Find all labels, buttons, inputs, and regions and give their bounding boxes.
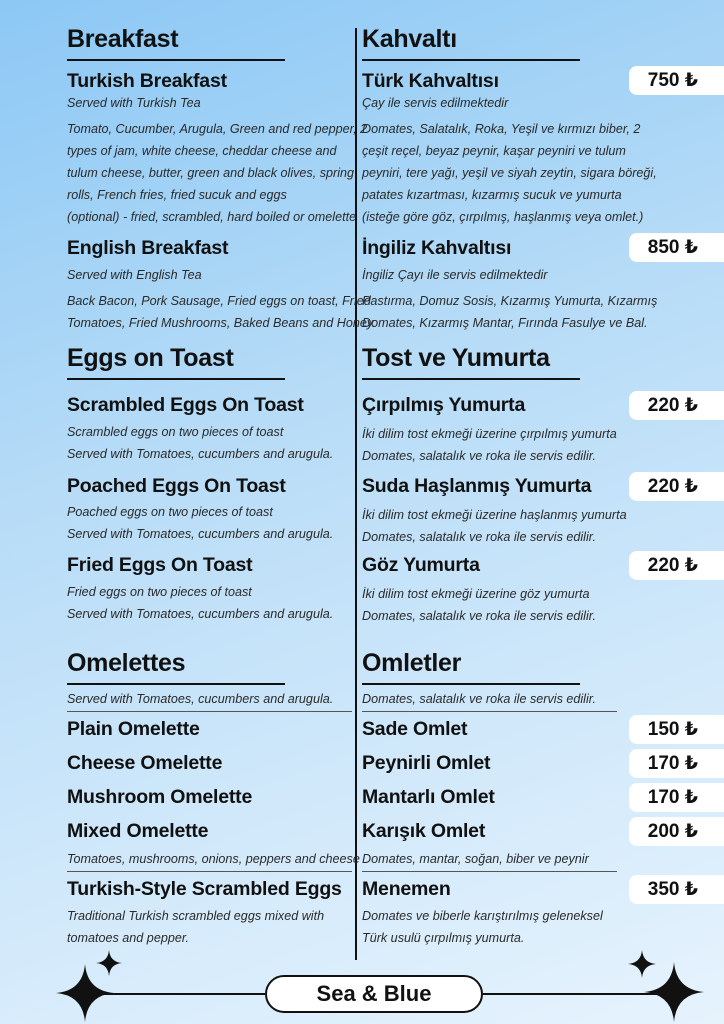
divider [67,711,352,712]
menu-item-description: Traditional Turkish scrambled eggs mixed with tomatoes and pepper. [67,909,325,945]
menu-item-name: Mixed Omelette [67,820,209,842]
section-heading-omelettes: Omelettes [67,649,186,677]
section-heading-breakfast: Breakfast [67,25,179,53]
menu-item-description: Poached eggs on two pieces of toast Served with Tomatoes, cucumbers and arugula. [67,505,334,541]
section-heading-tost-ve-yumurta: Tost ve Yumurta [362,344,550,372]
menu-item-name-tr: Mantarlı Omlet [362,786,495,808]
menu-item-name: Cheese Omelette [67,752,223,774]
menu-item-subtitle: Served with Turkish Tea [67,96,201,110]
price-tag: 220 ₺ [629,551,724,580]
divider [67,871,352,872]
menu-item-name: Fried Eggs On Toast [67,554,253,576]
menu-item-subtitle-tr: İngiliz Çayı ile servis edilmektedir [362,268,548,282]
heading-underline [67,683,285,685]
heading-underline [362,378,580,380]
menu-item-description-tr: İki dilim tost ekmeği üzerine haşlanmış yumurta Domates, salatalık ve roka ile servis edilir. [362,508,627,544]
menu-item-name-tr: Peynirli Omlet [362,752,491,774]
price-tag: 850 ₺ [629,233,724,262]
menu-item-name: Scrambled Eggs On Toast [67,394,304,416]
section-heading-omletler: Omletler [362,649,462,677]
divider [362,871,617,872]
menu-item-subtitle-tr: Çay ile servis edilmektedir [362,96,509,110]
sparkle-star-icon [628,950,656,978]
sparkle-star-icon [96,950,122,976]
menu-item-description: Back Bacon, Pork Sausage, Fried eggs on toast, Fried Tomatoes, Fried Mushrooms, Baked Beans and Honey. [67,294,376,330]
divider [362,711,617,712]
menu-item-name-tr: Menemen [362,878,451,900]
menu-item-description-tr: İki dilim tost ekmeği üzerine çırpılmış yumurta Domates, salatalık ve roka ile servis edilir. [362,427,617,463]
menu-item-description-tr: Domates ve biberle karıştırılmış geleneksel Türk usulü çırpılmış yumurta. [362,909,603,945]
section-heading-eggs-on-toast: Eggs on Toast [67,344,234,372]
section-note-tr: Domates, salatalık ve roka ile servis edilir. [362,692,596,706]
price-tag: 170 ₺ [629,749,724,778]
heading-underline [67,378,285,380]
price-tag: 220 ₺ [629,472,724,501]
menu-item-name-tr: Göz Yumurta [362,554,480,576]
price-tag: 200 ₺ [629,817,724,846]
price-tag: 750 ₺ [629,66,724,95]
brand-badge: Sea & Blue [265,975,483,1013]
heading-underline [67,59,285,61]
menu-item-description-tr: İki dilim tost ekmeği üzerine göz yumurta Domates, salatalık ve roka ile servis edilir. [362,587,596,623]
menu-item-description: Scrambled eggs on two pieces of toast Served with Tomatoes, cucumbers and arugula. [67,425,334,461]
menu-item-description-tr: Pastırma, Domuz Sosis, Kızarmış Yumurta, Kızarmış Domates, Kızarmış Mantar, Fırında Fasulye ve Bal. [362,294,658,330]
menu-item-name-tr: Türk Kahvaltısı [362,70,499,92]
menu-item-description-tr: Domates, Salatalık, Roka, Yeşil ve kırmızı biber, 2 çeşit reçel, beyaz peynir, kaşar peyniri ve tulum peyniri, tere yağı, yeşil ve siyah zeytin, sigara böreği, patates kızartması, kızarmış sucuk ve yumurta (isteğe göre göz, çırpılmış, haşlanmış veya omlet.) [362,122,657,224]
menu-item-description-tr: Domates, mantar, soğan, biber ve peynir [362,852,589,866]
menu-item-name: English Breakfast [67,237,229,259]
menu-item-name: Mushroom Omelette [67,786,253,808]
section-note: Served with Tomatoes, cucumbers and arugula. [67,692,334,706]
menu-item-name-tr: İngiliz Kahvaltısı [362,237,512,259]
section-heading-kahvalti: Kahvaltı [362,25,457,53]
menu-item-name: Turkish Breakfast [67,70,227,92]
menu-item-name: Plain Omelette [67,718,200,740]
menu-item-subtitle: Served with English Tea [67,268,202,282]
menu-item-name-tr: Karışık Omlet [362,820,486,842]
menu-item-description: Tomatoes, mushrooms, onions, peppers and cheese [67,852,360,866]
price-tag: 350 ₺ [629,875,724,904]
heading-underline [362,59,580,61]
menu-item-name-tr: Sade Omlet [362,718,468,740]
heading-underline [362,683,580,685]
price-tag: 150 ₺ [629,715,724,744]
menu-item-name: Turkish-Style Scrambled Eggs [67,878,342,900]
price-tag: 220 ₺ [629,391,724,420]
menu-item-name-tr: Suda Haşlanmış Yumurta [362,475,592,497]
menu-item-description: Tomato, Cucumber, Arugula, Green and red pepper, 2 types of jam, white cheese, cheddar cheese and tulum cheese, butter, green and black olives, spring rolls, French fries, fried sucuk and eggs (optional) - fried, scrambled, hard boiled or omelette [67,122,368,224]
menu-item-name: Poached Eggs On Toast [67,475,286,497]
menu-item-description: Fried eggs on two pieces of toast Served with Tomatoes, cucumbers and arugula. [67,585,334,621]
menu-item-name-tr: Çırpılmış Yumurta [362,394,526,416]
price-tag: 170 ₺ [629,783,724,812]
